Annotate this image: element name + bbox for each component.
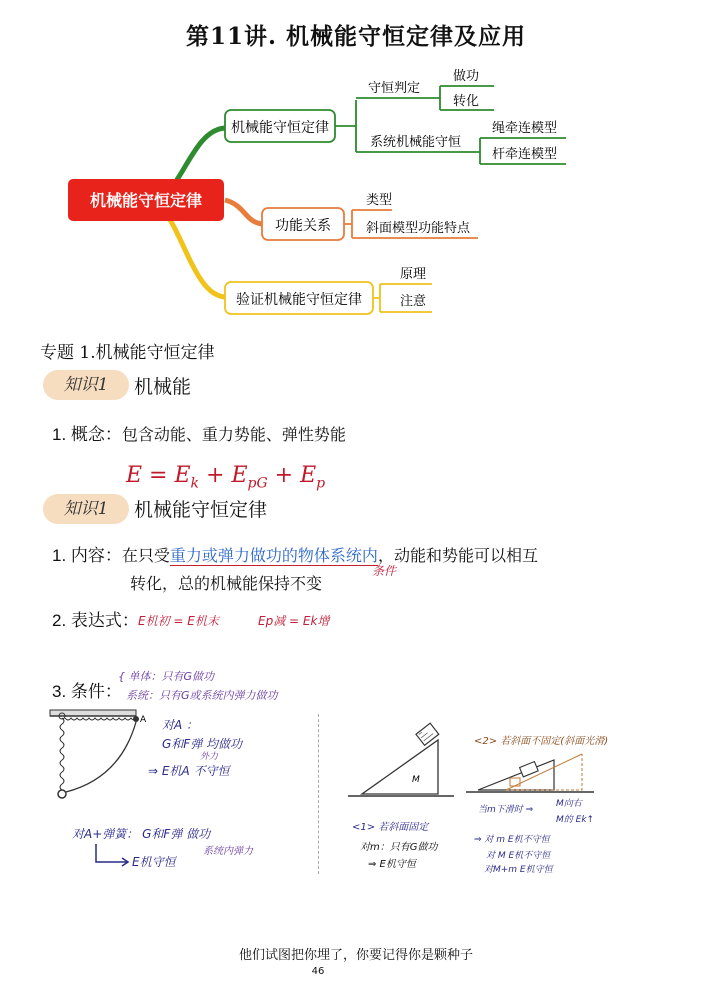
right-case-2-a: M向右 (556, 799, 582, 809)
knowledge-title-1: 机械能 (134, 376, 192, 398)
right-case-2-b: M的 Ek↑ (556, 815, 595, 825)
incline-figure-1 (346, 718, 456, 800)
left-note-5: E机守恒 (132, 855, 176, 869)
right-case-2-e: 对M+m E机守恒 (484, 865, 553, 875)
incline-figure-2 (466, 746, 596, 798)
expression-2: Ep减 = Ek增 (258, 614, 330, 628)
content-line-2: 转化，总的机械能保持不变 (130, 574, 323, 593)
figure-divider (318, 714, 319, 874)
svg-text:原理: 原理 (400, 267, 427, 282)
svg-text:绳牵连模型: 绳牵连模型 (492, 121, 558, 136)
right-case-2-d: 对 M E机不守恒 (486, 851, 551, 861)
expression-1: E机初 = E机末 (138, 614, 219, 628)
knowledge-title-2: 机械能守恒定律 (134, 499, 268, 521)
condition-2: 系统：只有G或系统内弹力做功 (126, 689, 278, 702)
mindmap (0, 0, 712, 330)
svg-text:守恒判定: 守恒判定 (368, 81, 421, 96)
knowledge-tag-2: 知识1 (43, 494, 129, 524)
svg-text:斜面模型功能特点: 斜面模型功能特点 (366, 221, 471, 236)
concept-line: 1. 概念：包含动能、重力势能、弹性势能 (52, 425, 346, 444)
right-case-2-title: <2> 若斜面不固定(斜面光滑) (474, 736, 609, 747)
svg-text:A: A (140, 715, 147, 725)
right-case-2-when: 当m下滑时 ⇒ (478, 805, 534, 815)
svg-text:杆牵连模型: 杆牵连模型 (492, 147, 558, 162)
condition-1: { 单体：只有G做功 (118, 670, 215, 683)
left-note-1: 对A ： (162, 718, 199, 732)
mindmap-root-label: 机械能守恒定律 (89, 191, 203, 210)
left-note-2: G和F弹 均做功 (162, 737, 243, 751)
svg-text:做功: 做功 (453, 69, 480, 84)
right-case-1-note: 对m：只有G做功 (360, 842, 438, 853)
content-line: 1. 内容：在只受重力或弹力做功的物体系统内，动能和势能可以相互 (52, 546, 538, 565)
svg-text:类型: 类型 (366, 193, 393, 208)
page-title: 第11讲. 机械能守恒定律及应用 (185, 23, 527, 50)
svg-text:功能关系: 功能关系 (275, 218, 331, 234)
left-note-3: ⇒ E机A 不守恒 (148, 764, 230, 778)
expression-line: 2. 表达式： (52, 611, 139, 630)
svg-text:系统机械能守恒: 系统机械能守恒 (370, 135, 462, 150)
svg-text:转化: 转化 (453, 94, 480, 109)
condition-line: 3. 条件： (52, 682, 122, 701)
svg-text:机械能守恒定律: 机械能守恒定律 (231, 120, 329, 136)
right-case-1-title: <1> 若斜面固定 (352, 822, 429, 833)
svg-text:注意: 注意 (400, 294, 427, 309)
mechanical-energy-formula: $E = E_k + E_{pG} + E_p$ (126, 463, 326, 492)
knowledge-tag-1: 知识1 (43, 370, 129, 400)
page-number: 46 (311, 966, 325, 977)
footer-quote: 他们试图把你埋了，你要记得你是颗种子 (238, 948, 473, 963)
left-note-2b: 外力 (200, 752, 219, 762)
left-note-4b: 系统内弹力 (203, 846, 253, 857)
left-note-4: 对A+弹簧： G和F弹 做功 (72, 827, 211, 841)
right-case-2-c: ⇒ 对 m E机不守恒 (474, 835, 550, 845)
content-note: 条件 (372, 564, 397, 578)
section-title: 专题 1.机械能守恒定律 (40, 343, 215, 363)
svg-text:验证机械能守恒定律: 验证机械能守恒定律 (236, 292, 362, 308)
svg-text:M: M (412, 775, 420, 785)
right-case-1-result: ⇒ E机守恒 (368, 859, 416, 870)
spring-pendulum-figure (48, 708, 160, 804)
left-arrow (92, 842, 132, 868)
